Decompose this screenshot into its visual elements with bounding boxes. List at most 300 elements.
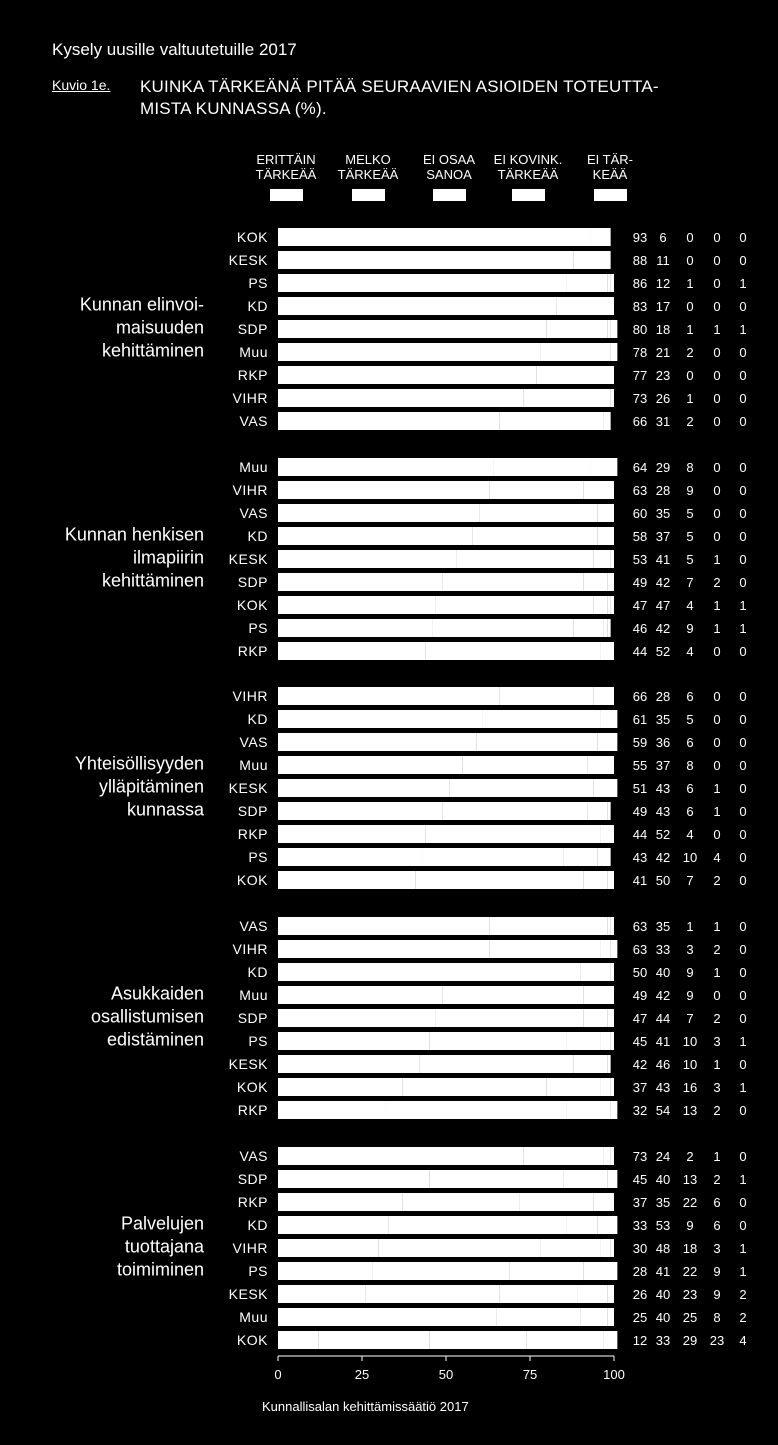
bar-segment xyxy=(278,940,490,958)
legend-label-line1: MELKO xyxy=(345,152,391,167)
group-label-line: Kunnan elinvoi- xyxy=(79,294,204,315)
data-label: 0 xyxy=(713,735,721,750)
data-label: 0 xyxy=(739,414,747,429)
bar-segment xyxy=(496,1308,580,1326)
bar-segment xyxy=(278,412,500,430)
bar-segment xyxy=(429,1170,563,1188)
bar-segment xyxy=(540,1239,600,1257)
survey-title: Kysely uusille valtuutetuille 2017 xyxy=(52,40,297,59)
bar-segment xyxy=(278,1101,386,1119)
bar-segment xyxy=(278,917,490,935)
data-label: 43 xyxy=(655,804,671,819)
data-label: 83 xyxy=(632,299,648,314)
data-label: 9 xyxy=(713,1264,721,1279)
data-label: 0 xyxy=(739,368,747,383)
data-label: 25 xyxy=(682,1310,698,1325)
data-label: 6 xyxy=(686,735,694,750)
data-label: 23 xyxy=(709,1333,725,1348)
data-label: 6 xyxy=(713,1218,721,1233)
data-label: 9 xyxy=(686,965,694,980)
bar-segment xyxy=(580,1308,607,1326)
bar-segment xyxy=(607,917,610,935)
data-label: 1 xyxy=(713,322,721,337)
data-label: 0 xyxy=(686,230,694,245)
data-label: 0 xyxy=(739,1218,747,1233)
bar-segment xyxy=(580,963,610,981)
data-label: 78 xyxy=(632,345,648,360)
bar-segment xyxy=(594,596,607,614)
data-label: 22 xyxy=(682,1195,698,1210)
bar-segment xyxy=(278,1032,429,1050)
data-label: 2 xyxy=(686,1149,694,1164)
data-label: 44 xyxy=(632,827,648,842)
data-label: 60 xyxy=(632,506,648,521)
bar-segment xyxy=(584,573,608,591)
bar-segment xyxy=(594,687,614,705)
data-label: 6 xyxy=(713,1195,721,1210)
group-label-line: edistäminen xyxy=(106,1029,204,1050)
data-label: 0 xyxy=(739,965,747,980)
data-label: 0 xyxy=(739,1195,747,1210)
bar-segment xyxy=(607,596,610,614)
party-label: SDP xyxy=(237,803,268,819)
bar-segment xyxy=(422,848,563,866)
bar-segment xyxy=(278,1331,318,1349)
data-label: 63 xyxy=(632,919,648,934)
bar-segment xyxy=(527,1331,604,1349)
bar-segment xyxy=(607,1170,614,1188)
data-label: 44 xyxy=(632,644,648,659)
bar-segment xyxy=(278,527,473,545)
bar-segment xyxy=(547,1078,601,1096)
bar-segment xyxy=(607,871,614,889)
bar-segment xyxy=(278,825,426,843)
data-label: 0 xyxy=(739,781,747,796)
bar-segment xyxy=(493,458,590,476)
data-label: 9 xyxy=(686,1218,694,1233)
data-label: 4 xyxy=(686,644,694,659)
data-label: 0 xyxy=(713,529,721,544)
figure-title: KUINKA TÄRKEÄNÄ PITÄÄ SEURAAVIEN ASIOIDEN TOTEUTTA- MISTA KUNNASSA (%). xyxy=(140,77,659,118)
data-label: 28 xyxy=(632,1264,648,1279)
data-label: 46 xyxy=(655,1057,671,1072)
bar-segment xyxy=(601,940,611,958)
party-label: KESK xyxy=(228,780,268,796)
bar-segment xyxy=(278,251,574,269)
data-label: 66 xyxy=(632,689,648,704)
bar-segment xyxy=(611,1239,614,1257)
bar-segment xyxy=(436,1009,584,1027)
bar-segment xyxy=(278,1009,436,1027)
party-label: VIHR xyxy=(232,390,268,406)
data-label: 4 xyxy=(739,1333,747,1348)
bar-segment xyxy=(278,550,456,568)
bar-segment xyxy=(607,802,610,820)
data-label: 53 xyxy=(655,1218,671,1233)
bar-segment xyxy=(278,504,480,522)
data-label: 0 xyxy=(739,253,747,268)
data-label: 43 xyxy=(632,850,648,865)
data-label: 66 xyxy=(632,414,648,429)
data-label: 0 xyxy=(686,368,694,383)
data-label: 25 xyxy=(632,1310,648,1325)
data-label: 2 xyxy=(739,1287,747,1302)
group-label-line: osallistumisen xyxy=(90,1006,204,1027)
party-label: VIHR xyxy=(232,941,268,957)
data-label: 5 xyxy=(686,506,694,521)
bar-segment xyxy=(278,320,547,338)
bar-segment xyxy=(473,527,597,545)
legend-label-line2: TÄRKEÄÄ xyxy=(255,167,317,182)
data-label: 1 xyxy=(686,276,694,291)
x-tick-label: 50 xyxy=(438,1367,454,1382)
party-label: KOK xyxy=(236,872,268,888)
data-label: 2 xyxy=(686,345,694,360)
group-label xyxy=(80,295,204,361)
data-label: 16 xyxy=(682,1080,698,1095)
party-label: KOK xyxy=(236,229,268,245)
bar-segment xyxy=(278,848,422,866)
bar-segment xyxy=(278,1262,372,1280)
data-label: 3 xyxy=(713,1080,721,1095)
data-label: 0 xyxy=(713,391,721,406)
data-label: 58 xyxy=(632,529,648,544)
bar-segment xyxy=(604,619,607,637)
data-label: 23 xyxy=(655,368,671,383)
data-label: 42 xyxy=(655,850,671,865)
data-label: 28 xyxy=(655,689,671,704)
x-tick-label: 75 xyxy=(522,1367,538,1382)
bar-segment xyxy=(611,320,614,338)
bar-segment xyxy=(594,779,614,797)
data-label: 1 xyxy=(713,621,721,636)
party-label: Muu xyxy=(239,459,268,475)
data-label: 0 xyxy=(739,1057,747,1072)
group-label-line: Yhteisöllisyyden xyxy=(74,753,204,774)
bar-segment xyxy=(278,1285,365,1303)
group-label-line: kunnassa xyxy=(126,799,204,820)
data-label: 45 xyxy=(632,1172,648,1187)
party-label: KD xyxy=(247,964,268,980)
bar-segment xyxy=(611,917,614,935)
data-label: 1 xyxy=(739,1172,747,1187)
bar-segment xyxy=(607,274,610,292)
bar-segment xyxy=(567,274,607,292)
data-label: 47 xyxy=(632,1011,648,1026)
bar-segment xyxy=(278,1216,389,1234)
bar-segment xyxy=(278,596,436,614)
data-label: 42 xyxy=(655,575,671,590)
data-label: 2 xyxy=(713,942,721,957)
party-label: VAS xyxy=(239,1148,268,1164)
data-label: 0 xyxy=(739,460,747,475)
bar-segment xyxy=(278,228,590,246)
data-label: 1 xyxy=(686,391,694,406)
data-label: 0 xyxy=(739,942,747,957)
bar-segment xyxy=(523,1147,604,1165)
bar-segment xyxy=(500,687,594,705)
data-label: 1 xyxy=(739,1034,747,1049)
data-label: 0 xyxy=(739,483,747,498)
data-label: 1 xyxy=(739,322,747,337)
group-label xyxy=(117,1214,205,1280)
data-label: 1 xyxy=(739,1241,747,1256)
bar-segment xyxy=(584,986,614,1004)
bar-segment xyxy=(436,596,594,614)
bar-segment xyxy=(426,642,601,660)
party-label: PS xyxy=(248,1263,268,1279)
party-label: KD xyxy=(247,528,268,544)
data-label: 37 xyxy=(655,758,671,773)
data-label: 0 xyxy=(713,345,721,360)
party-label: PS xyxy=(248,620,268,636)
data-label: 0 xyxy=(739,735,747,750)
data-label: 1 xyxy=(713,965,721,980)
bar-segment xyxy=(490,940,601,958)
data-label: 26 xyxy=(632,1287,648,1302)
bar-segment xyxy=(537,366,614,384)
group-label-line: ylläpitäminen xyxy=(98,776,204,797)
data-label: 86 xyxy=(632,276,648,291)
bar-segment xyxy=(419,1055,574,1073)
data-label: 2 xyxy=(713,873,721,888)
bar-segment xyxy=(611,940,618,958)
bar-segment xyxy=(402,1078,546,1096)
data-label: 1 xyxy=(739,1080,747,1095)
party-label: KOK xyxy=(236,1079,268,1095)
data-label: 43 xyxy=(655,1080,671,1095)
figure-label: Kuvio 1e. xyxy=(52,77,111,93)
data-label: 1 xyxy=(713,552,721,567)
data-label: 0 xyxy=(713,368,721,383)
data-label: 50 xyxy=(632,965,648,980)
bar-segment xyxy=(278,1170,429,1188)
data-label: 0 xyxy=(739,850,747,865)
data-label: 0 xyxy=(739,988,747,1003)
data-label: 0 xyxy=(713,299,721,314)
bar-segment xyxy=(480,504,598,522)
data-label: 17 xyxy=(655,299,671,314)
bar-segment xyxy=(604,1331,617,1349)
bar-segment xyxy=(564,848,598,866)
data-label: 1 xyxy=(713,1149,721,1164)
bar-segment xyxy=(587,802,607,820)
bar-segment xyxy=(278,687,500,705)
data-label: 40 xyxy=(655,965,671,980)
data-label: 9 xyxy=(686,483,694,498)
bar-segment xyxy=(449,779,593,797)
data-label: 0 xyxy=(713,506,721,521)
data-label: 1 xyxy=(739,276,747,291)
data-label: 1 xyxy=(713,919,721,934)
data-label: 42 xyxy=(655,621,671,636)
bar-segment xyxy=(429,1032,567,1050)
bar-segment xyxy=(574,251,611,269)
party-label: KESK xyxy=(228,1056,268,1072)
data-label: 0 xyxy=(713,712,721,727)
data-label: 88 xyxy=(632,253,648,268)
data-label: 48 xyxy=(655,1241,671,1256)
data-label: 8 xyxy=(713,1310,721,1325)
bar-segment xyxy=(523,389,610,407)
data-label: 0 xyxy=(739,391,747,406)
data-label: 0 xyxy=(713,230,721,245)
data-label: 0 xyxy=(739,552,747,567)
data-label: 1 xyxy=(686,919,694,934)
data-label: 0 xyxy=(739,712,747,727)
data-label: 37 xyxy=(655,529,671,544)
bar-segment xyxy=(597,527,614,545)
bar-segment xyxy=(590,458,617,476)
data-label: 49 xyxy=(632,988,648,1003)
data-label: 11 xyxy=(656,253,670,268)
data-label: 40 xyxy=(655,1172,671,1187)
bar-segment xyxy=(278,343,540,361)
data-label: 5 xyxy=(686,529,694,544)
bar-segment xyxy=(601,642,614,660)
bar-segment xyxy=(614,1170,617,1188)
party-label: SDP xyxy=(237,321,268,337)
party-label: VIHR xyxy=(232,482,268,498)
data-label: 35 xyxy=(655,712,671,727)
party-label: PS xyxy=(248,849,268,865)
bar-segment xyxy=(278,710,483,728)
party-label: RKP xyxy=(237,367,268,383)
legend-label-line1: EI OSAA xyxy=(422,152,476,167)
data-label: 0 xyxy=(713,253,721,268)
data-label: 18 xyxy=(682,1241,698,1256)
data-label: 3 xyxy=(713,1241,721,1256)
data-label: 1 xyxy=(686,322,694,337)
party-label: VAS xyxy=(239,413,268,429)
bar-segment xyxy=(601,1239,611,1257)
bar-segment xyxy=(597,848,610,866)
data-label: 0 xyxy=(739,299,747,314)
data-label: 0 xyxy=(739,804,747,819)
bar-segment xyxy=(564,1170,608,1188)
bar-segment xyxy=(567,1216,597,1234)
group-label-line: toimiminen xyxy=(116,1259,204,1280)
legend-label-line1: ERITTÄIN xyxy=(256,152,316,167)
data-label: 35 xyxy=(655,919,671,934)
data-label: 1 xyxy=(713,598,721,613)
data-label: 53 xyxy=(632,552,648,567)
party-label: VAS xyxy=(239,918,268,934)
data-label: 51 xyxy=(632,781,648,796)
bar-segment xyxy=(611,596,614,614)
footer-source: Kunnallisalan kehittämissäätiö 2017 xyxy=(262,1399,469,1414)
bar-segment xyxy=(476,733,597,751)
data-label: 54 xyxy=(655,1103,671,1118)
x-tick-label: 25 xyxy=(354,1367,370,1382)
bar-segment xyxy=(278,779,449,797)
data-label: 42 xyxy=(632,1057,648,1072)
data-label: 0 xyxy=(739,506,747,521)
data-label: 5 xyxy=(686,552,694,567)
data-label: 0 xyxy=(739,689,747,704)
data-label: 93 xyxy=(632,230,648,245)
data-label: 5 xyxy=(686,712,694,727)
data-label: 41 xyxy=(632,873,648,888)
party-label: Muu xyxy=(239,987,268,1003)
bar-segment xyxy=(278,366,537,384)
data-label: 0 xyxy=(713,276,721,291)
bar-segment xyxy=(597,733,617,751)
party-label: VAS xyxy=(239,734,268,750)
data-label: 32 xyxy=(632,1103,648,1118)
bar-segment xyxy=(278,481,490,499)
data-label: 0 xyxy=(739,230,747,245)
bar-segment xyxy=(389,1216,567,1234)
data-label: 0 xyxy=(713,758,721,773)
bar-segment xyxy=(490,481,584,499)
bar-segment xyxy=(604,412,611,430)
bar-segment xyxy=(426,825,601,843)
bar-segment xyxy=(386,1101,567,1119)
data-label: 0 xyxy=(739,345,747,360)
data-label: 10 xyxy=(682,1057,698,1072)
data-label: 0 xyxy=(713,460,721,475)
bar-segment xyxy=(611,963,614,981)
bar-segment xyxy=(483,710,601,728)
data-label: 10 xyxy=(682,850,698,865)
data-label: 49 xyxy=(632,575,648,590)
bar-segment xyxy=(567,1032,601,1050)
party-label: KOK xyxy=(236,597,268,613)
group-label-line: Palvelujen xyxy=(120,1213,204,1234)
data-label: 0 xyxy=(713,689,721,704)
bar-segment xyxy=(584,871,608,889)
data-label: 29 xyxy=(655,460,671,475)
bar-segment xyxy=(278,1239,379,1257)
data-label: 37 xyxy=(632,1195,648,1210)
bar-segment xyxy=(557,297,614,315)
bar-segment xyxy=(567,1101,611,1119)
data-label: 2 xyxy=(713,1011,721,1026)
party-label: KESK xyxy=(228,551,268,567)
bar-segment xyxy=(318,1331,429,1349)
data-label: 1 xyxy=(739,598,747,613)
bar-segment xyxy=(372,1262,510,1280)
data-label: 6 xyxy=(686,689,694,704)
data-label: 0 xyxy=(713,988,721,1003)
data-label: 26 xyxy=(655,391,671,406)
bar-segment xyxy=(278,963,446,981)
data-label: 9 xyxy=(686,621,694,636)
data-label: 30 xyxy=(632,1241,648,1256)
bar-segment xyxy=(433,619,574,637)
data-label: 35 xyxy=(655,506,671,521)
party-label: VIHR xyxy=(232,1240,268,1256)
bar-segment xyxy=(416,871,584,889)
bar-segment xyxy=(574,1055,608,1073)
bar-segment xyxy=(614,320,617,338)
bar-segment xyxy=(597,1216,617,1234)
group-label-line: Kunnan henkisen xyxy=(64,524,204,545)
bar-segment xyxy=(278,1078,402,1096)
bar-segment xyxy=(607,619,610,637)
data-label: 7 xyxy=(686,873,694,888)
bar-segment xyxy=(614,779,617,797)
bar-segment xyxy=(611,343,618,361)
data-label: 0 xyxy=(739,758,747,773)
data-label: 6 xyxy=(686,781,694,796)
data-label: 0 xyxy=(739,827,747,842)
data-label: 59 xyxy=(632,735,648,750)
party-label: RKP xyxy=(237,1194,268,1210)
bar-segment xyxy=(611,1101,618,1119)
party-label: Muu xyxy=(239,344,268,360)
